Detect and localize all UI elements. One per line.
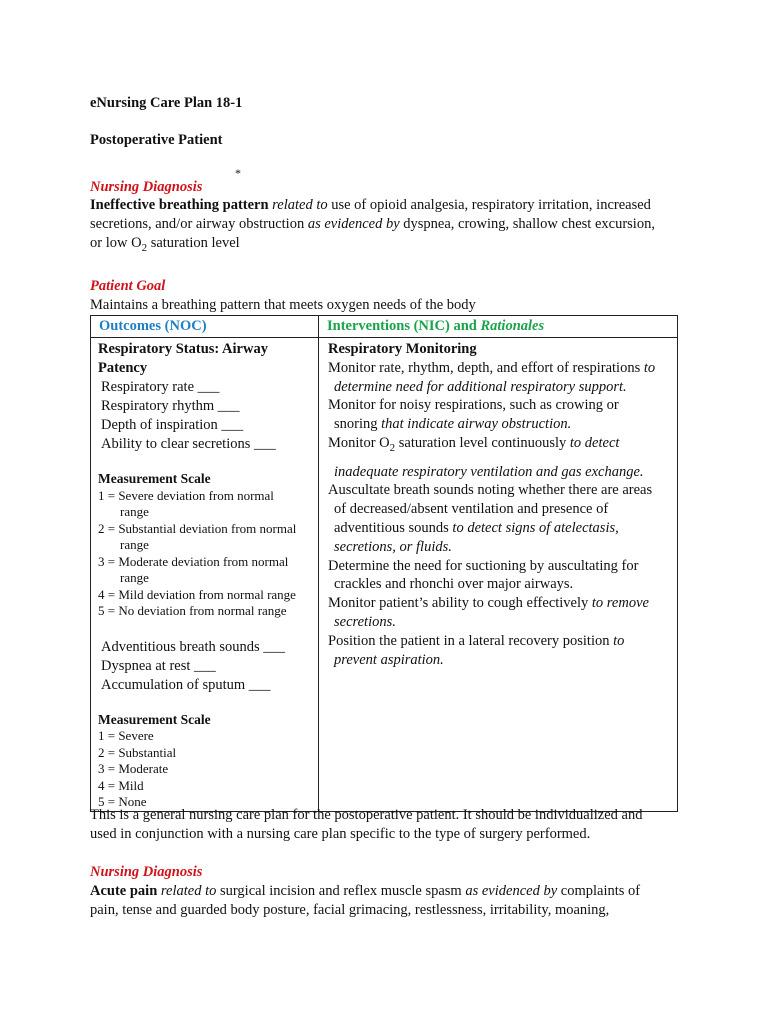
patient-goal-label: Patient Goal bbox=[90, 278, 166, 294]
outcome-indicator: Adventitious breath sounds ___ bbox=[101, 638, 286, 655]
rationale-text: to detect bbox=[569, 434, 620, 451]
outcome-indicator: Respiratory rate ___ bbox=[101, 379, 220, 395]
outcome-indicator: Dyspnea at rest ___ bbox=[101, 657, 216, 674]
as-evidenced-by-text: as evidenced by bbox=[465, 883, 558, 899]
scale-item: 4 = Mild bbox=[98, 777, 144, 793]
diagnosis-text: use of opioid analgesia, respiratory irritation, increased bbox=[327, 197, 651, 213]
rationale-text: to remove bbox=[591, 595, 649, 612]
diagnosis-2-line-1 bbox=[90, 882, 640, 901]
intervention-text: Monitor O bbox=[328, 434, 390, 451]
footnote-asterisk: * bbox=[235, 166, 241, 180]
intervention-5: Determine the need for suctioning by auscultating for bbox=[328, 557, 639, 574]
diagnosis-text: dyspnea, crowing, shallow chest excursion, bbox=[399, 216, 655, 232]
related-to-text: related to bbox=[272, 197, 328, 213]
intervention-text: snoring bbox=[334, 416, 382, 433]
diagnosis-text: surgical incision and reflex muscle spasm bbox=[216, 883, 466, 899]
scale-item: 3 = Moderate bbox=[98, 761, 169, 776]
diagnosis-line-1 bbox=[90, 196, 651, 215]
outcome-indicator: Accumulation of sputum ___ bbox=[101, 676, 271, 693]
diagnosis-text: secretions, and/or airway obstruction bbox=[90, 216, 308, 232]
scale-item-continuation: range bbox=[120, 537, 149, 552]
scale-item-continuation: range bbox=[120, 570, 149, 585]
document-title: eNursing Care Plan 18-1 bbox=[90, 95, 243, 111]
nursing-diagnosis-2-label: Nursing Diagnosis bbox=[90, 864, 203, 880]
rationale-text: that indicate airway obstruction. bbox=[381, 416, 572, 433]
intervention-7 bbox=[328, 632, 677, 651]
diagnosis-2-line-2: pain, tense and guarded body posture, facial grimacing, restlessness, irritability, moaning, bbox=[90, 902, 610, 918]
diagnosis-term: Ineffective breathing pattern bbox=[90, 197, 269, 213]
intervention-text: saturation level continuously bbox=[395, 434, 570, 451]
intervention-1 bbox=[328, 359, 677, 378]
as-evidenced-by-text: as evidenced by bbox=[307, 216, 400, 232]
outcome-indicator: Depth of inspiration ___ bbox=[101, 417, 244, 433]
document-subtitle: Postoperative Patient bbox=[90, 132, 223, 148]
measurement-scale-title: Measurement Scale bbox=[98, 711, 211, 727]
rationale-text: secretions. bbox=[334, 614, 396, 631]
general-note-line-2: used in conjunction with a nursing care plan specific to the type of surgery performed. bbox=[90, 826, 591, 842]
outcomes-cell bbox=[91, 338, 319, 812]
general-note-line-1: This is a general nursing care plan for the postoperative patient. It should be individualized and bbox=[90, 807, 643, 823]
outcomes-header bbox=[91, 316, 319, 338]
intervention-2: Monitor for noisy respirations, such as crowing or bbox=[328, 397, 619, 414]
intervention-text: of decreased/absent ventilation and presence of bbox=[334, 501, 609, 518]
diagnosis-line-2 bbox=[90, 215, 655, 234]
related-to-text: related to bbox=[160, 883, 217, 899]
interventions-header bbox=[319, 316, 678, 338]
intervention-text: adventitious sounds bbox=[334, 520, 453, 537]
diagnosis-text: saturation level bbox=[147, 235, 240, 251]
rationale-text: determine need for additional respiratory support. bbox=[334, 378, 627, 395]
outcome-heading: Patency bbox=[98, 360, 148, 376]
scale-item: 1 = Severe deviation from normal bbox=[98, 487, 274, 503]
rationale-text: prevent aspiration. bbox=[334, 651, 444, 668]
diagnosis-text: or low O bbox=[90, 235, 142, 251]
subscript: 2 bbox=[141, 241, 148, 254]
rationale-text: to bbox=[643, 359, 656, 376]
rationale-text: secretions, or fluids. bbox=[334, 538, 452, 555]
scale-item: 2 = Substantial bbox=[98, 744, 177, 760]
intervention-4: Auscultate breath sounds noting whether there are areas bbox=[328, 482, 653, 499]
subscript: 2 bbox=[389, 441, 396, 454]
outcome-heading: Respiratory Status: Airway bbox=[98, 341, 268, 357]
care-plan-table bbox=[90, 315, 678, 812]
intervention-text: crackles and rhonchi over major airways. bbox=[334, 576, 574, 593]
interventions-cell bbox=[319, 338, 678, 812]
intervention-3 bbox=[328, 434, 677, 458]
scale-item: 4 = Mild deviation from normal range bbox=[98, 586, 296, 602]
intervention-text: Monitor rate, rhythm, depth, and effort of respirations bbox=[328, 359, 644, 376]
scale-item-continuation: range bbox=[120, 504, 149, 519]
outcomes-header-label: Outcomes (NOC) bbox=[99, 318, 207, 334]
scale-item: 5 = No deviation from normal range bbox=[98, 603, 287, 618]
scale-item: 1 = Severe bbox=[98, 728, 154, 743]
measurement-scale-title: Measurement Scale bbox=[98, 471, 211, 486]
diagnosis-text: complaints of bbox=[557, 883, 641, 899]
intervention-heading: Respiratory Monitoring bbox=[328, 341, 477, 357]
patient-goal-text: Maintains a breathing pattern that meets oxygen needs of the body bbox=[90, 297, 476, 313]
intervention-6 bbox=[328, 594, 677, 613]
outcome-indicator: Ability to clear secretions ___ bbox=[101, 436, 276, 452]
rationale-text: to bbox=[613, 632, 625, 649]
scale-item: 3 = Moderate deviation from normal bbox=[98, 553, 289, 569]
diagnosis-line-3 bbox=[90, 234, 240, 258]
rationales-header-label: Rationales bbox=[480, 318, 545, 334]
intervention-text: Position the patient in a lateral recovery position bbox=[328, 632, 614, 649]
scale-item: 5 = None bbox=[98, 794, 147, 809]
intervention-text: Monitor patient’s ability to cough effectively bbox=[328, 595, 592, 612]
interventions-header-label: Interventions (NIC) and bbox=[327, 318, 481, 334]
scale-item: 2 = Substantial deviation from normal bbox=[98, 520, 297, 536]
outcome-indicator: Respiratory rhythm ___ bbox=[101, 398, 240, 414]
nursing-diagnosis-label: Nursing Diagnosis bbox=[90, 179, 203, 195]
rationale-text: to detect signs of atelectasis, bbox=[452, 520, 619, 537]
rationale-text: inadequate respiratory ventilation and gas exchange. bbox=[334, 463, 644, 480]
diagnosis-term: Acute pain bbox=[90, 883, 158, 899]
